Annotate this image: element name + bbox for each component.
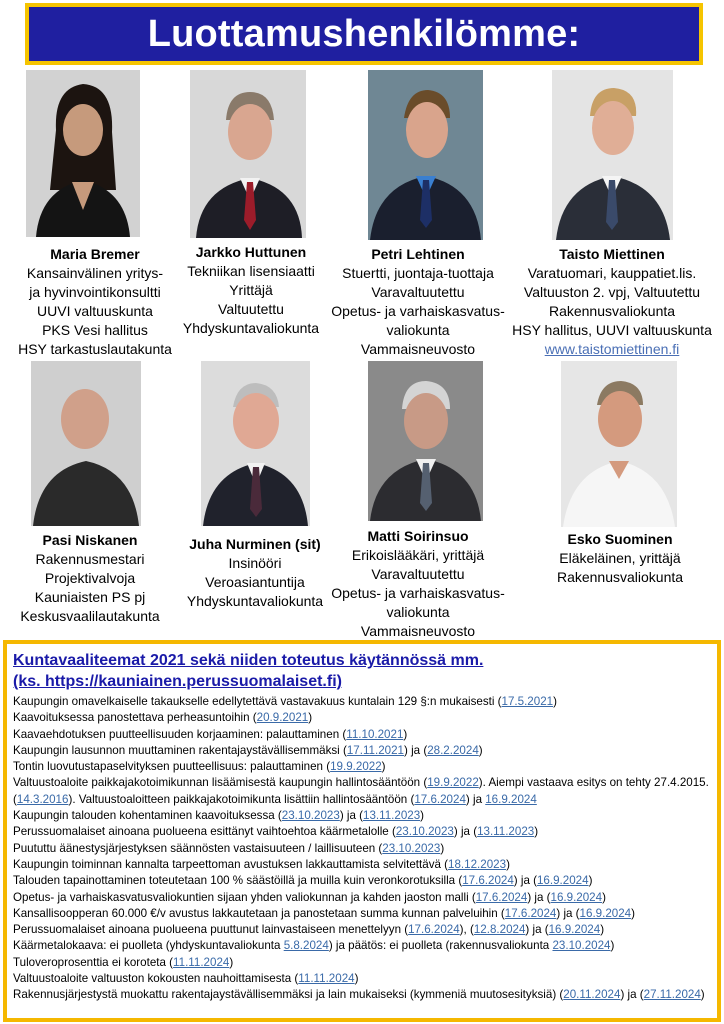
- member-name: Matti Soirinsuo: [367, 528, 469, 544]
- minutes-date-link[interactable]: 17.5.2021: [501, 695, 554, 708]
- theme-item: [13, 906, 711, 922]
- portrait-image: [201, 361, 310, 526]
- theme-text: ) ja (: [527, 890, 551, 904]
- theme-text: Kaavoituksessa panostettava perheasuntoihin (: [13, 711, 257, 725]
- theme-item: [13, 694, 711, 710]
- member-photo: [368, 70, 483, 240]
- minutes-date-link[interactable]: 17.6.2024: [462, 874, 514, 888]
- theme-item: [13, 824, 711, 840]
- theme-item: [13, 727, 711, 743]
- theme-text: ): [602, 890, 606, 904]
- theme-text: ) ja (: [513, 874, 537, 888]
- minutes-date-link[interactable]: 23.10.2024: [552, 939, 611, 953]
- portrait-image: [368, 70, 483, 240]
- member-role: Rakennusvaliokunta: [548, 303, 676, 319]
- member-role: Kansainvälinen yritys-: [26, 265, 164, 281]
- theme-text: ): [403, 727, 408, 741]
- theme-item: [13, 841, 711, 857]
- minutes-date-link[interactable]: 17.11.2021: [346, 743, 404, 757]
- theme-text: ) ja (: [556, 906, 580, 920]
- portrait-image: [552, 70, 673, 240]
- member-role: Projektivalvoja: [44, 570, 136, 586]
- theme-text: Kaupungin lausunnon muuttaminen rakentajaystävällisemmäksi (: [13, 743, 347, 757]
- minutes-date-link[interactable]: 17.6.2024: [504, 906, 557, 920]
- theme-text: Rakennusjärjestystä muokattu rakentajaystävällisemmäksi ja lain mukaiseksi (kymmeniä muutosesityksiä) (: [13, 988, 564, 1002]
- theme-text: ): [610, 939, 615, 953]
- theme-text: ): [440, 841, 445, 855]
- member-role: PKS Vesi hallitus: [42, 322, 148, 338]
- member-role: Rakennusmestari: [35, 551, 145, 567]
- theme-item: [13, 890, 711, 906]
- theme-item: [13, 759, 711, 775]
- member-name: Petri Lehtinen: [371, 246, 465, 262]
- theme-text: ): [534, 825, 539, 839]
- member-role: Insinööri: [228, 555, 282, 571]
- member-role: Rakennusvaliokunta: [556, 569, 684, 585]
- theme-text: ): [229, 955, 234, 969]
- themes-list: [13, 694, 711, 1004]
- theme-text: Perussuomalaiset ainoana puolueena puuttunut lainvastaiseen menettelyyn (: [13, 923, 409, 937]
- theme-item: [13, 971, 711, 987]
- minutes-date-link[interactable]: 16.9.2024: [550, 890, 603, 904]
- minutes-date-link[interactable]: 14.3.2016: [16, 792, 69, 806]
- title-banner: [25, 3, 703, 65]
- member-name: Juha Nurminen (sit): [189, 536, 321, 552]
- member-role: Stuertti, juontaja-tuottaja: [342, 265, 494, 281]
- minutes-date-link[interactable]: 16.9.2024: [485, 792, 537, 806]
- theme-item: [13, 743, 711, 759]
- minutes-date-link[interactable]: 28.2.2024: [427, 743, 479, 757]
- member-photo: [26, 70, 140, 237]
- member-role: Varavaltuutettu: [371, 566, 465, 582]
- member-role: Opetus- ja varhaiskasvatus-: [331, 303, 505, 319]
- theme-text: ) ja (: [453, 825, 478, 839]
- theme-text: ): [308, 711, 313, 725]
- theme-text: Kaupungin omavelkaiselle takaukselle edellytettävä vastavakuus kuntalain 129 §:n mukaisesti (: [13, 695, 502, 708]
- member-role: HSY tarkastuslautakunta: [18, 341, 172, 357]
- minutes-date-link[interactable]: 23.10.2023: [382, 841, 441, 855]
- member-role: Tekniikan lisensiaatti: [187, 263, 315, 279]
- theme-text: Valtuustoaloite valtuuston kokousten nauhoittamisesta (: [13, 972, 299, 986]
- minutes-date-link[interactable]: 27.11.2024: [643, 988, 701, 1002]
- theme-text: Kaupungin talouden kohentaminen kaavoituksessa (: [13, 809, 282, 823]
- theme-text: ). Aiempi vastaava esitys on tehty 27.4.2015. (: [13, 776, 709, 806]
- theme-text: ) ja: [465, 792, 486, 806]
- theme-text: ): [506, 857, 510, 871]
- portrait-image: [368, 361, 483, 521]
- theme-text: ) ja (: [339, 809, 363, 823]
- member-role: Yrittäjä: [229, 282, 273, 298]
- member-photo: [552, 70, 673, 240]
- member-name: Taisto Miettinen: [559, 246, 665, 262]
- member-role: Valtuutettu: [218, 301, 284, 317]
- member-card-taisto-miettinen: [500, 245, 724, 359]
- theme-text: ): [631, 906, 635, 920]
- theme-item: [13, 873, 711, 889]
- minutes-date-link[interactable]: 20.11.2024: [563, 988, 621, 1002]
- themes-source-link[interactable]: (ks. https://kauniainen.perussuomalaiset.fi): [13, 673, 342, 690]
- minutes-date-link[interactable]: 16.9.2024: [548, 923, 601, 937]
- theme-text: Kaupungin toiminnan kannalta tarpeettoman avustuksen lakkauttamista selvitettävä (: [13, 857, 449, 871]
- theme-text: Tontin luovutustapaselvityksen puutteellisuus: palauttaminen (: [13, 760, 331, 774]
- theme-text: Käärmetalokaava: ei puolleta (yhdyskuntavaliokunta: [13, 939, 284, 953]
- member-card-petri-lehtinen: [318, 245, 518, 359]
- member-card-maria-bremer: [5, 245, 185, 359]
- minutes-date-link[interactable]: 11.10.2021: [346, 727, 404, 741]
- member-name: Maria Bremer: [50, 246, 140, 262]
- theme-text: ): [478, 743, 483, 757]
- member-name: Esko Suominen: [567, 531, 673, 547]
- minutes-date-link[interactable]: 5.8.2024: [283, 939, 329, 953]
- theme-text: ): [381, 760, 386, 774]
- minutes-date-link[interactable]: 23.10.2023: [395, 825, 454, 839]
- member-role: valiokunta: [386, 322, 450, 338]
- member-role: Vammaisneuvosto: [360, 623, 476, 639]
- member-card-esko-suominen: [530, 530, 710, 587]
- member-role: Eläkeläinen, yrittäjä: [559, 550, 681, 566]
- member-role: Erikoislääkäri, yrittäjä: [351, 547, 485, 563]
- member-card-juha-nurminen: [170, 535, 340, 611]
- theme-text: ) ja (: [620, 988, 644, 1002]
- minutes-date-link[interactable]: 13.11.2023: [363, 809, 421, 823]
- themes-title[interactable]: Kuntavaaliteemat 2021 sekä niiden toteutus käytännössä mm.: [13, 652, 484, 669]
- minutes-date-link[interactable]: 18.12.2023: [448, 857, 507, 871]
- member-role: Vammaisneuvosto: [360, 341, 476, 357]
- minutes-date-link[interactable]: 17.6.2024: [414, 792, 466, 806]
- theme-text: Talouden tapainottaminen toteutetaan 100 % säästöillä ja muilla kuin veronkorotuksilla (: [13, 874, 463, 888]
- theme-text: Tuloveroprosenttia ei koroteta (: [13, 955, 174, 969]
- member-role: Keskusvaalilautakunta: [20, 608, 160, 624]
- minutes-date-link[interactable]: 20.9.2021: [256, 711, 309, 725]
- member-name: Jarkko Huttunen: [195, 244, 307, 260]
- theme-text: Opetus- ja varhaiskasvatusvaliokuntien sijaan yhden valiokunnan ja kahden jaoston malli (: [13, 890, 476, 904]
- minutes-date-link[interactable]: 19.9.2022: [427, 776, 479, 790]
- theme-item: [13, 775, 711, 808]
- theme-text: ) ja (: [525, 923, 549, 937]
- theme-text: Kaavaehdotuksen puutteellisuuden korjaaminen: palauttaminen (: [13, 727, 347, 741]
- member-name: Pasi Niskanen: [42, 532, 138, 548]
- member-role: ja hyvinvointikonsultti: [29, 284, 161, 300]
- theme-text: Puututtu äänestysjärjestyksen säännösten vastaisuuteen / laillisuuteen (: [13, 841, 383, 855]
- member-role: Opetus- ja varhaiskasvatus-: [331, 585, 505, 601]
- member-role: Yhdyskuntavaliokunta: [186, 593, 324, 609]
- member-photo: [368, 361, 483, 521]
- theme-item: [13, 922, 711, 938]
- theme-text: ): [700, 988, 705, 1002]
- minutes-date-link[interactable]: 12.8.2024: [473, 923, 526, 937]
- member-photo: [201, 361, 310, 526]
- theme-text: ) ja (: [404, 743, 428, 757]
- theme-text: ): [553, 695, 557, 708]
- theme-text: ): [354, 972, 359, 986]
- portrait-image: [26, 70, 140, 237]
- website-link[interactable]: www.taistomiettinen.fi: [544, 341, 680, 357]
- theme-text: ): [420, 809, 425, 823]
- member-photo: [561, 361, 677, 527]
- theme-text: ), (: [459, 923, 474, 937]
- portrait-image: [561, 361, 677, 527]
- minutes-date-link[interactable]: 17.6.2024: [408, 923, 460, 937]
- portrait-image: [31, 361, 141, 526]
- member-card-jarkko-huttunen: [166, 243, 336, 338]
- theme-item: [13, 987, 711, 1003]
- minutes-date-link[interactable]: 23.10.2023: [281, 809, 340, 823]
- election-themes-box: [3, 640, 721, 1022]
- page-title: Luottamushenkilömme:: [147, 12, 581, 55]
- member-card-matti-soirinsuo: [318, 527, 518, 641]
- member-role: Veroasiantuntija: [205, 574, 305, 590]
- member-role: UUVI valtuuskunta: [37, 303, 153, 319]
- member-photo: [31, 361, 141, 526]
- theme-text: Valtuustoaloite paikkajakotoimikunnan lisäämisestä kaupungin hallintosääntöön (: [13, 776, 428, 790]
- theme-text: ): [588, 874, 593, 888]
- minutes-date-link[interactable]: 11.11.2024: [298, 972, 355, 986]
- member-role: Kauniaisten PS pj: [34, 589, 146, 605]
- minutes-date-link[interactable]: 11.11.2024: [173, 955, 230, 969]
- member-role: Yhdyskuntavaliokunta: [182, 320, 320, 336]
- member-role: HSY hallitus, UUVI valtuuskunta: [512, 322, 712, 338]
- minutes-date-link[interactable]: 13.11.2023: [477, 825, 535, 839]
- theme-item: [13, 938, 711, 954]
- member-role: valiokunta: [386, 604, 450, 620]
- member-photo: [190, 70, 306, 238]
- member-role: Varatuomari, kauppatiet.lis.: [527, 265, 697, 281]
- minutes-date-link[interactable]: 16.9.2024: [536, 874, 589, 888]
- theme-text: Kansallisoopperan 60.000 €/v avustus lakkautetaan ja panostetaan summa kunnan palveluihin (: [13, 906, 505, 920]
- theme-item: [13, 955, 711, 971]
- theme-item: [13, 857, 711, 873]
- minutes-date-link[interactable]: 19.9.2022: [330, 760, 382, 774]
- theme-text: ): [600, 923, 605, 937]
- member-role: Valtuuston 2. vpj, Valtuutettu: [523, 284, 701, 300]
- theme-item: [13, 710, 711, 726]
- member-card-pasi-niskanen: [5, 531, 175, 626]
- theme-text: ). Valtuustoaloitteen paikkajakotoimikunta lisättiin hallintosääntöön (: [68, 792, 415, 806]
- theme-item: [13, 808, 711, 824]
- theme-text: ) ja päätös: ei puolleta (rakennusvaliokunta: [328, 939, 553, 953]
- member-role: Varavaltuutettu: [371, 284, 465, 300]
- minutes-date-link[interactable]: 17.6.2024: [475, 890, 528, 904]
- minutes-date-link[interactable]: 16.9.2024: [579, 906, 632, 920]
- theme-text: Perussuomalaiset ainoana puolueena esittänyt vaihtoehtoa käärmetalolle (: [13, 825, 396, 839]
- portrait-image: [190, 70, 306, 238]
